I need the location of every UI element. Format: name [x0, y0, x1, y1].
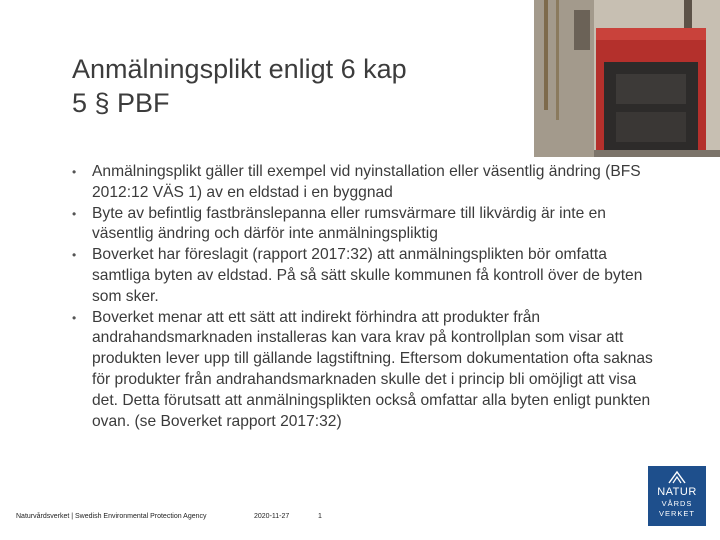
- bullet-text: Boverket menar att ett sätt att indirekt förhindra att produkter från andrahandsmarknaden installeras kan vara krav på kontrollplan som visar att produkten lever upp till gällande lagstiftning. Eftersom dokumentation ofta saknas för produkter från andrahandsmarknaden skulle det i princip bli omöjligt att visa det. Detta förutsatt att anmälningsplikten också omfattar alla byten enligt punkten ovan. (se Boverket rapport 2017:32): [92, 308, 653, 430]
- bullet-icon: •: [72, 310, 77, 325]
- bullet-icon: •: [72, 206, 77, 221]
- bullet-item: [72, 204, 662, 246]
- bullet-item: [72, 162, 662, 204]
- bullet-text: Byte av befintlig fastbränslepanna eller rumsvärmare till likvärdig är inte en väsentlig ändring och därför inte anmälningspliktig: [92, 204, 606, 243]
- logo-line-2: VÅRDS: [661, 499, 693, 508]
- slide-title: [72, 52, 512, 120]
- naturvardsverket-logo: [648, 466, 706, 526]
- logo-line-3: VERKET: [658, 509, 695, 518]
- footer-page-number: 1: [318, 513, 322, 520]
- footer-date: 2020-11-27: [254, 513, 290, 520]
- logo-line-1: NATUR: [657, 486, 697, 498]
- slide-title-line-1: Anmälningsplikt enligt 6 kap: [72, 54, 407, 84]
- bullet-icon: •: [72, 165, 77, 179]
- bullet-text: Boverket har föreslagit (rapport 2017:32) att anmälningsplikten bör omfatta samtliga byten av eldstad. På så sätt skulle kommunen få kontroll över de byten som sker.: [92, 246, 643, 305]
- bullet-icon: •: [72, 248, 77, 263]
- boiler-photo-illustration: [534, 0, 720, 157]
- bullet-item: [72, 308, 662, 433]
- logo-mark-icon: [668, 470, 686, 484]
- bullet-list: [72, 162, 662, 432]
- bullet-text: Anmälningsplikt gäller till exempel vid nyinstallation eller väsentlig ändring (BFS 2012:12 VÄS 1) av en eldstad i en byggnad: [92, 163, 641, 201]
- slide-title-line-2: 5 § PBF: [72, 88, 170, 118]
- footer-org: Naturvårdsverket | Swedish Environmental Protection Agency: [16, 513, 207, 520]
- boiler-photo: [534, 0, 720, 157]
- bullet-item: [72, 245, 662, 307]
